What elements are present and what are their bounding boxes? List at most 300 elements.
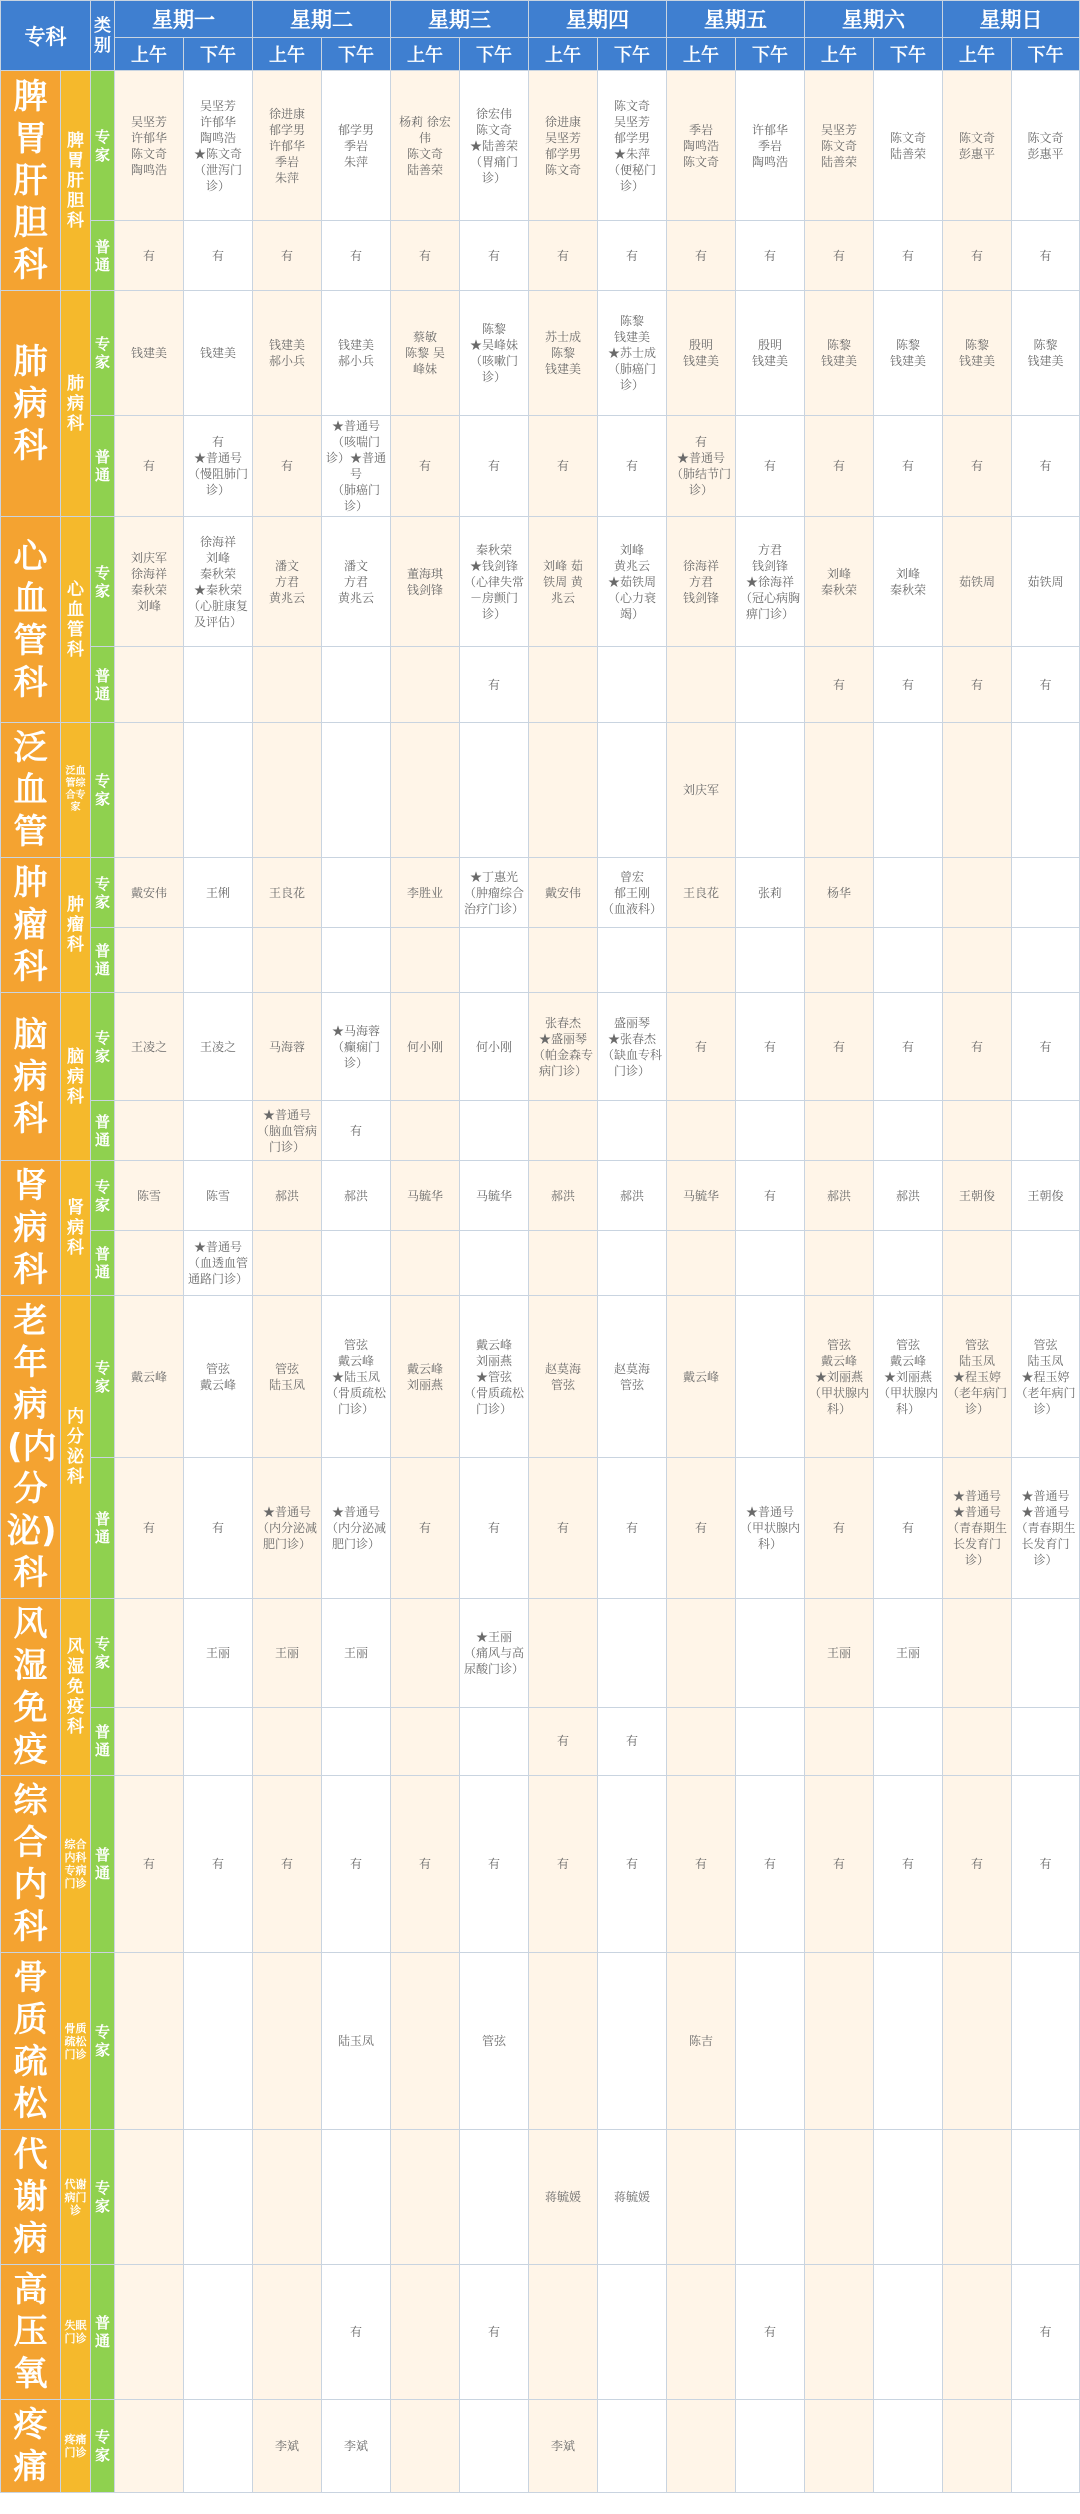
schedule-cell: 钱建美 bbox=[115, 291, 184, 416]
table-row bbox=[1, 2130, 1080, 2265]
type-cell: 普通 bbox=[91, 1776, 115, 1953]
schedule-cell: ★普通号 （脑血管病门诊） bbox=[253, 1101, 322, 1161]
schedule-cell bbox=[115, 1101, 184, 1161]
schedule-cell bbox=[253, 2130, 322, 2265]
subdept-cell: 风湿免疫科 bbox=[61, 1599, 91, 1776]
schedule-cell: 茹铁周 bbox=[1012, 517, 1080, 647]
schedule-cell bbox=[736, 2130, 805, 2265]
table-row bbox=[1, 1161, 1080, 1231]
schedule-cell: 吴坚芳 许郁华 陶鸣浩 ★陈文奇 （泄泻门诊） bbox=[184, 71, 253, 221]
table-row bbox=[1, 928, 1080, 993]
schedule-cell bbox=[1012, 723, 1080, 858]
subdept-cell: 代谢病门诊 bbox=[61, 2130, 91, 2265]
schedule-cell: 何小刚 bbox=[391, 993, 460, 1101]
schedule-cell: 有 bbox=[667, 221, 736, 291]
schedule-cell bbox=[253, 1707, 322, 1775]
type-cell: 专家 bbox=[91, 1599, 115, 1708]
table-row bbox=[1, 647, 1080, 723]
schedule-cell bbox=[529, 723, 598, 858]
schedule-cell: 蒋毓媛 bbox=[598, 2130, 667, 2265]
schedule-cell: 杨莉 徐宏伟 陈文奇 陆善荣 bbox=[391, 71, 460, 221]
schedule-cell bbox=[598, 723, 667, 858]
schedule-cell: 有 bbox=[184, 221, 253, 291]
schedule-cell bbox=[115, 1953, 184, 2130]
type-cell: 普通 bbox=[91, 1458, 115, 1599]
header-day: 星期日 bbox=[943, 1, 1080, 38]
schedule-cell bbox=[184, 2400, 253, 2493]
schedule-cell: 管弦 陆玉凤 ★程玉婷 （老年病门诊） bbox=[1012, 1296, 1080, 1458]
header-day: 星期二 bbox=[253, 1, 391, 38]
schedule-cell: 有 bbox=[529, 1776, 598, 1953]
type-cell: 普通 bbox=[91, 416, 115, 517]
schedule-cell: 管弦 戴云峰 ★刘丽燕 （甲状腺内科） bbox=[805, 1296, 874, 1458]
schedule-cell: 郝洪 bbox=[253, 1161, 322, 1231]
header-day: 星期五 bbox=[667, 1, 805, 38]
type-cell: 专家 bbox=[91, 71, 115, 221]
schedule-cell: 陈黎 钱建美 ★苏士成 （肺癌门诊） bbox=[598, 291, 667, 416]
schedule-cell bbox=[184, 928, 253, 993]
schedule-cell: 王朝俊 bbox=[1012, 1161, 1080, 1231]
schedule-cell: 有 bbox=[736, 1776, 805, 1953]
schedule-cell: 徐进康 郁学男 许郁华 季岩 朱萍 bbox=[253, 71, 322, 221]
schedule-cell bbox=[805, 928, 874, 993]
schedule-cell: 王丽 bbox=[805, 1599, 874, 1708]
dept-cell: 脑病科 bbox=[1, 993, 61, 1161]
header-category: 类别 bbox=[91, 1, 115, 71]
type-cell: 专家 bbox=[91, 291, 115, 416]
schedule-cell: 赵莫海 管弦 bbox=[529, 1296, 598, 1458]
schedule-cell: 刘峰 秦秋荣 bbox=[805, 517, 874, 647]
schedule-cell bbox=[874, 928, 943, 993]
schedule-cell: 季岩 陶鸣浩 陈文奇 bbox=[667, 71, 736, 221]
schedule-cell: 有 bbox=[943, 993, 1012, 1101]
schedule-cell bbox=[184, 2265, 253, 2400]
header-pm: 下午 bbox=[460, 38, 529, 71]
schedule-cell bbox=[391, 1599, 460, 1708]
dept-cell: 肺病科 bbox=[1, 291, 61, 517]
schedule-cell bbox=[391, 2400, 460, 2493]
schedule-cell bbox=[460, 928, 529, 993]
schedule-cell: 有 bbox=[736, 1161, 805, 1231]
header-pm: 下午 bbox=[736, 38, 805, 71]
schedule-cell bbox=[874, 2265, 943, 2400]
schedule-cell bbox=[391, 928, 460, 993]
table-row bbox=[1, 291, 1080, 416]
header-day: 星期四 bbox=[529, 1, 667, 38]
schedule-cell: 有 bbox=[391, 416, 460, 517]
schedule-cell bbox=[736, 1953, 805, 2130]
schedule-cell: 有 bbox=[529, 416, 598, 517]
schedule-cell: 陈吉 bbox=[667, 1953, 736, 2130]
schedule-cell: 吴坚芳 许郁华 陈文奇 陶鸣浩 bbox=[115, 71, 184, 221]
schedule-cell: 郝洪 bbox=[874, 1161, 943, 1231]
schedule-cell bbox=[460, 2130, 529, 2265]
schedule-cell: 刘庆军 徐海祥 秦秋荣 刘峰 bbox=[115, 517, 184, 647]
schedule-cell bbox=[598, 1101, 667, 1161]
type-cell: 普通 bbox=[91, 1231, 115, 1296]
schedule-cell: 有 bbox=[1012, 1776, 1080, 1953]
schedule-cell: 王丽 bbox=[253, 1599, 322, 1708]
schedule-cell bbox=[736, 723, 805, 858]
table-row bbox=[1, 71, 1080, 221]
schedule-cell: 管弦 戴云峰 ★陆玉凤 （骨质疏松门诊） bbox=[322, 1296, 391, 1458]
schedule-cell bbox=[805, 723, 874, 858]
schedule-cell: 管弦 戴云峰 bbox=[184, 1296, 253, 1458]
schedule-cell bbox=[667, 928, 736, 993]
header-am: 上午 bbox=[943, 38, 1012, 71]
header-pm: 下午 bbox=[598, 38, 667, 71]
schedule-cell: 有 bbox=[736, 416, 805, 517]
schedule-cell bbox=[391, 723, 460, 858]
table-row bbox=[1, 1231, 1080, 1296]
dept-cell: 肿瘤科 bbox=[1, 858, 61, 993]
type-cell: 普通 bbox=[91, 1101, 115, 1161]
dept-cell: 代谢病 bbox=[1, 2130, 61, 2265]
schedule-cell bbox=[391, 1707, 460, 1775]
schedule-cell: 李斌 bbox=[253, 2400, 322, 2493]
header-am: 上午 bbox=[529, 38, 598, 71]
schedule-cell bbox=[322, 2130, 391, 2265]
table-row bbox=[1, 1101, 1080, 1161]
schedule-cell bbox=[253, 647, 322, 723]
type-cell: 专家 bbox=[91, 1161, 115, 1231]
schedule-cell: 李斌 bbox=[529, 2400, 598, 2493]
schedule-cell: 有 bbox=[874, 647, 943, 723]
schedule-cell bbox=[184, 1707, 253, 1775]
schedule-cell bbox=[115, 1599, 184, 1708]
schedule-cell bbox=[943, 1231, 1012, 1296]
subdept-cell: 骨质疏松门诊 bbox=[61, 1953, 91, 2130]
table-row bbox=[1, 1707, 1080, 1775]
schedule-cell: 王丽 bbox=[874, 1599, 943, 1708]
schedule-cell bbox=[943, 1953, 1012, 2130]
schedule-cell bbox=[943, 1599, 1012, 1708]
schedule-cell: 管弦 陆玉凤 ★程玉婷 （老年病门诊） bbox=[943, 1296, 1012, 1458]
schedule-cell: 郝洪 bbox=[598, 1161, 667, 1231]
schedule-cell bbox=[598, 2400, 667, 2493]
schedule-cell: 王丽 bbox=[184, 1599, 253, 1708]
schedule-cell bbox=[1012, 1231, 1080, 1296]
schedule-cell bbox=[667, 2265, 736, 2400]
schedule-cell: ★马海蓉 （癫痫门诊） bbox=[322, 993, 391, 1101]
schedule-cell: ★普通号 （甲状腺内科） bbox=[736, 1458, 805, 1599]
schedule-cell: 有 bbox=[391, 221, 460, 291]
schedule-cell: 蔡敏 陈黎 吴 峰妹 bbox=[391, 291, 460, 416]
schedule-cell: 有 bbox=[874, 1458, 943, 1599]
schedule-cell bbox=[460, 1707, 529, 1775]
schedule-cell bbox=[874, 723, 943, 858]
schedule-cell bbox=[322, 647, 391, 723]
schedule-cell bbox=[115, 647, 184, 723]
schedule-cell: 有 bbox=[805, 1458, 874, 1599]
schedule-cell: 许郁华 季岩 陶鸣浩 bbox=[736, 71, 805, 221]
schedule-cell bbox=[874, 858, 943, 928]
schedule-cell bbox=[391, 1953, 460, 2130]
schedule-cell: 有 bbox=[460, 1458, 529, 1599]
schedule-cell bbox=[460, 723, 529, 858]
type-cell: 普通 bbox=[91, 221, 115, 291]
schedule-cell: 张春杰 ★盛丽琴 （帕金森专病门诊） bbox=[529, 993, 598, 1101]
schedule-cell bbox=[1012, 2130, 1080, 2265]
schedule-cell bbox=[115, 2265, 184, 2400]
header-pm: 下午 bbox=[1012, 38, 1080, 71]
schedule-cell bbox=[736, 647, 805, 723]
schedule-cell bbox=[184, 2130, 253, 2265]
schedule-cell bbox=[874, 2130, 943, 2265]
schedule-cell: 陈黎 钱建美 bbox=[874, 291, 943, 416]
table-row bbox=[1, 221, 1080, 291]
schedule-cell: 何小刚 bbox=[460, 993, 529, 1101]
schedule-cell bbox=[805, 2400, 874, 2493]
schedule-cell: 有 bbox=[184, 1458, 253, 1599]
schedule-cell: 曾宏 郁王刚 （血液科） bbox=[598, 858, 667, 928]
schedule-cell bbox=[529, 1231, 598, 1296]
schedule-cell: 陈黎 ★吴峰妹 （咳嗽门诊） bbox=[460, 291, 529, 416]
schedule-cell: 有 ★普通号 （肺结节门诊） bbox=[667, 416, 736, 517]
schedule-cell: 有 bbox=[598, 1707, 667, 1775]
table-row bbox=[1, 517, 1080, 647]
schedule-cell bbox=[805, 1101, 874, 1161]
schedule-cell: 徐进康 吴坚芳 郁学男 陈文奇 bbox=[529, 71, 598, 221]
schedule-cell: 潘文 方君 黄兆云 bbox=[253, 517, 322, 647]
table-row bbox=[1, 1776, 1080, 1953]
schedule-cell: 有 bbox=[598, 416, 667, 517]
schedule-cell bbox=[391, 2265, 460, 2400]
schedule-cell: 王良花 bbox=[253, 858, 322, 928]
schedule-cell: 有 bbox=[805, 416, 874, 517]
schedule-cell: 有 ★普通号 （慢阻肺门诊） bbox=[184, 416, 253, 517]
schedule-cell: 管弦 戴云峰 ★刘丽燕 （甲状腺内科） bbox=[874, 1296, 943, 1458]
schedule-cell: 有 bbox=[943, 416, 1012, 517]
header-am: 上午 bbox=[805, 38, 874, 71]
dept-cell: 综合内科 bbox=[1, 1776, 61, 1953]
schedule-cell bbox=[667, 2130, 736, 2265]
schedule-cell bbox=[943, 2265, 1012, 2400]
schedule-cell bbox=[736, 1599, 805, 1708]
schedule-cell bbox=[253, 723, 322, 858]
schedule-cell: 有 bbox=[805, 221, 874, 291]
schedule-cell: 杨华 bbox=[805, 858, 874, 928]
subdept-cell: 疼痛门诊 bbox=[61, 2400, 91, 2493]
schedule-cell bbox=[115, 1231, 184, 1296]
schedule-cell: 秦秋荣 ★钱剑锋 （心律失常－房颤门诊） bbox=[460, 517, 529, 647]
schedule-cell bbox=[805, 1707, 874, 1775]
table-header bbox=[1, 1, 1080, 71]
schedule-cell: 有 bbox=[1012, 221, 1080, 291]
schedule-cell bbox=[115, 723, 184, 858]
schedule-cell bbox=[115, 2130, 184, 2265]
type-cell: 专家 bbox=[91, 1296, 115, 1458]
schedule-cell: 钱建美 郝小兵 bbox=[322, 291, 391, 416]
schedule-cell bbox=[1012, 1101, 1080, 1161]
schedule-cell: 方君 钱剑锋 ★徐海祥 （冠心病胸痹门诊） bbox=[736, 517, 805, 647]
schedule-cell: 王朝俊 bbox=[943, 1161, 1012, 1231]
schedule-cell bbox=[598, 1231, 667, 1296]
dept-cell: 高压氧 bbox=[1, 2265, 61, 2400]
schedule-cell: 钱建美 郝小兵 bbox=[253, 291, 322, 416]
header-pm: 下午 bbox=[874, 38, 943, 71]
schedule-cell bbox=[460, 1101, 529, 1161]
subdept-cell: 内分泌科 bbox=[61, 1296, 91, 1599]
schedule-cell: 有 bbox=[322, 1776, 391, 1953]
schedule-cell: 刘庆军 bbox=[667, 723, 736, 858]
schedule-cell bbox=[805, 2265, 874, 2400]
schedule-cell bbox=[253, 928, 322, 993]
schedule-cell bbox=[529, 1101, 598, 1161]
schedule-cell bbox=[667, 1231, 736, 1296]
schedule-cell: 有 bbox=[529, 1458, 598, 1599]
schedule-cell: 徐海祥 方君 钱剑锋 bbox=[667, 517, 736, 647]
schedule-cell: 有 bbox=[322, 221, 391, 291]
subdept-cell: 失眠门诊 bbox=[61, 2265, 91, 2400]
schedule-cell: 戴云峰 bbox=[115, 1296, 184, 1458]
schedule-cell: 陈黎 钱建美 bbox=[943, 291, 1012, 416]
schedule-cell bbox=[667, 647, 736, 723]
schedule-cell bbox=[115, 1707, 184, 1775]
type-cell: 专家 bbox=[91, 2400, 115, 2493]
schedule-cell: 陈文奇 陆善荣 bbox=[874, 71, 943, 221]
schedule-cell: 有 bbox=[667, 993, 736, 1101]
schedule-cell: 有 bbox=[1012, 2265, 1080, 2400]
schedule-cell: 有 bbox=[736, 993, 805, 1101]
schedule-cell: 钱建美 bbox=[184, 291, 253, 416]
schedule-cell: 有 bbox=[805, 647, 874, 723]
schedule-cell: 殷明 钱建美 bbox=[736, 291, 805, 416]
dept-cell: 脾胃肝胆科 bbox=[1, 71, 61, 291]
schedule-cell bbox=[322, 1707, 391, 1775]
schedule-cell bbox=[529, 1953, 598, 2130]
schedule-cell: 有 bbox=[874, 416, 943, 517]
schedule-cell: 有 bbox=[943, 1776, 1012, 1953]
schedule-cell bbox=[1012, 858, 1080, 928]
header-am: 上午 bbox=[667, 38, 736, 71]
table-row bbox=[1, 1296, 1080, 1458]
schedule-cell: ★普通号 （血透血管通路门诊） bbox=[184, 1231, 253, 1296]
dept-cell: 疼痛 bbox=[1, 2400, 61, 2493]
subdept-cell: 综合内科专病门诊 bbox=[61, 1776, 91, 1953]
schedule-cell bbox=[322, 858, 391, 928]
header-pm: 下午 bbox=[322, 38, 391, 71]
schedule-cell bbox=[736, 2400, 805, 2493]
dept-cell: 骨质疏松 bbox=[1, 1953, 61, 2130]
dept-cell: 心血管科 bbox=[1, 517, 61, 723]
schedule-cell: 有 bbox=[253, 221, 322, 291]
schedule-cell bbox=[874, 1101, 943, 1161]
schedule-cell: 有 bbox=[1012, 647, 1080, 723]
schedule-cell: ★王丽 （痛风与高尿酸门诊） bbox=[460, 1599, 529, 1708]
schedule-cell bbox=[1012, 1707, 1080, 1775]
schedule-cell bbox=[253, 1231, 322, 1296]
schedule-cell: 徐宏伟 陈文奇 ★陆善荣 （胃痛门诊） bbox=[460, 71, 529, 221]
table-row bbox=[1, 993, 1080, 1101]
schedule-cell bbox=[460, 1231, 529, 1296]
schedule-cell bbox=[391, 647, 460, 723]
schedule-cell: 陈文奇 彭惠平 bbox=[943, 71, 1012, 221]
schedule-cell bbox=[943, 2130, 1012, 2265]
schedule-cell bbox=[943, 2400, 1012, 2493]
schedule-cell: 有 bbox=[460, 1776, 529, 1953]
schedule-cell bbox=[184, 1953, 253, 2130]
schedule-cell bbox=[391, 1101, 460, 1161]
schedule-cell: 有 bbox=[874, 993, 943, 1101]
schedule-cell bbox=[598, 1599, 667, 1708]
schedule-cell: 有 bbox=[736, 2265, 805, 2400]
subdept-cell: 脾胃肝胆科 bbox=[61, 71, 91, 291]
schedule-cell: ★普通号 ★普通号 （青春期生长发育门诊） bbox=[943, 1458, 1012, 1599]
type-cell: 专家 bbox=[91, 723, 115, 858]
schedule-cell bbox=[253, 1953, 322, 2130]
schedule-cell bbox=[115, 2400, 184, 2493]
schedule-cell: 赵莫海 管弦 bbox=[598, 1296, 667, 1458]
type-cell: 专家 bbox=[91, 2130, 115, 2265]
schedule-cell: 有 bbox=[598, 1776, 667, 1953]
schedule-cell: 陈文奇 彭惠平 bbox=[1012, 71, 1080, 221]
schedule-cell: 有 bbox=[943, 221, 1012, 291]
schedule-cell bbox=[667, 1101, 736, 1161]
schedule-cell: 有 bbox=[598, 221, 667, 291]
schedule-cell: 王凌之 bbox=[184, 993, 253, 1101]
schedule-cell: 管弦 陆玉凤 bbox=[253, 1296, 322, 1458]
schedule-cell bbox=[736, 1101, 805, 1161]
type-cell: 普通 bbox=[91, 1707, 115, 1775]
type-cell: 普通 bbox=[91, 647, 115, 723]
schedule-cell: 李胜业 bbox=[391, 858, 460, 928]
header-pm: 下午 bbox=[184, 38, 253, 71]
schedule-cell: 马海蓉 bbox=[253, 993, 322, 1101]
schedule-cell: 王良花 bbox=[667, 858, 736, 928]
header-day: 星期六 bbox=[805, 1, 943, 38]
schedule-cell: 刘峰 秦秋荣 bbox=[874, 517, 943, 647]
schedule-cell bbox=[322, 723, 391, 858]
schedule-cell: 有 bbox=[391, 1458, 460, 1599]
schedule-cell: 戴安伟 bbox=[529, 858, 598, 928]
subdept-cell: 脑病科 bbox=[61, 993, 91, 1161]
schedule-cell bbox=[598, 2265, 667, 2400]
schedule-cell: 有 bbox=[253, 416, 322, 517]
schedule-cell bbox=[805, 1953, 874, 2130]
schedule-cell: 有 bbox=[391, 1776, 460, 1953]
schedule-cell bbox=[943, 723, 1012, 858]
type-cell: 专家 bbox=[91, 993, 115, 1101]
schedule-cell: 有 bbox=[805, 1776, 874, 1953]
schedule-cell bbox=[529, 1599, 598, 1708]
subdept-cell: 肺病科 bbox=[61, 291, 91, 517]
schedule-cell: 马毓华 bbox=[667, 1161, 736, 1231]
schedule-cell: 盛丽琴 ★张春杰 （缺血专科门诊） bbox=[598, 993, 667, 1101]
schedule-cell: 有 bbox=[460, 2265, 529, 2400]
schedule-cell: 陈文奇 吴坚芳 郁学男 ★朱萍 （便秘门诊） bbox=[598, 71, 667, 221]
schedule-cell bbox=[736, 928, 805, 993]
header-am: 上午 bbox=[115, 38, 184, 71]
table-row bbox=[1, 1599, 1080, 1708]
table-row bbox=[1, 2265, 1080, 2400]
schedule-cell: 有 bbox=[322, 1101, 391, 1161]
schedule-cell bbox=[529, 647, 598, 723]
schedule-cell bbox=[874, 1953, 943, 2130]
type-cell: 专家 bbox=[91, 1953, 115, 2130]
schedule-cell: 管弦 bbox=[460, 1953, 529, 2130]
schedule-cell: 李斌 bbox=[322, 2400, 391, 2493]
schedule-cell bbox=[1012, 1599, 1080, 1708]
schedule-cell: 郝洪 bbox=[322, 1161, 391, 1231]
subdept-cell: 心血管科 bbox=[61, 517, 91, 723]
schedule-cell: 有 bbox=[874, 221, 943, 291]
schedule-cell bbox=[460, 2400, 529, 2493]
schedule-cell: 戴安伟 bbox=[115, 858, 184, 928]
schedule-cell: 戴云峰 bbox=[667, 1296, 736, 1458]
schedule-cell: 陆玉凤 bbox=[322, 1953, 391, 2130]
schedule-cell bbox=[805, 2130, 874, 2265]
